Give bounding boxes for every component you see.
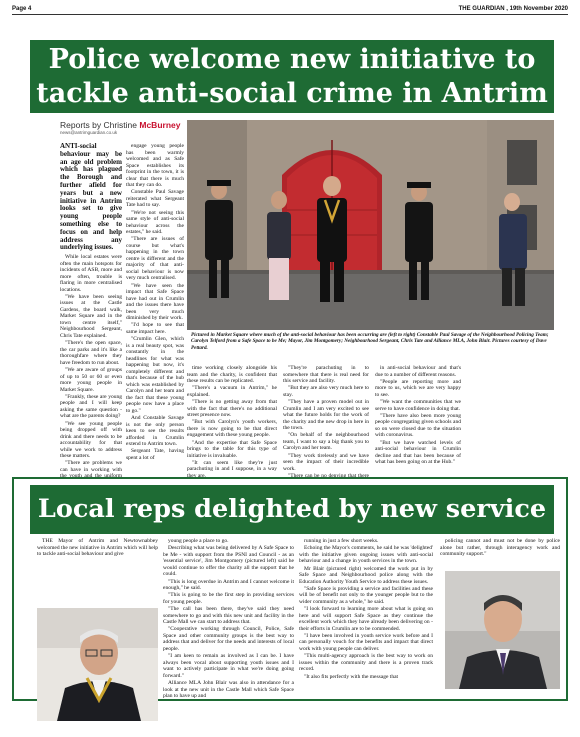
paragraph: time working closely alongside his team and the charity, is confident that these results can be replicated. <box>187 365 277 384</box>
photo-caption: Pictured in Market Square where much of the anti-social behaviour has been occurring are (left to right) Constable Paul Savage of the Neighbourhood Policing Team; Carolyn Telford from a Safe Space to be Me; Mayor, Jim Montgomery; Neighbourhood Sergeant, Chris Tate and Alliance MLA, John Blair. Pictures courtesy of Dave Pettard. <box>191 332 549 351</box>
article2-col1 <box>37 538 158 606</box>
paragraph: Echoing the Mayor's comments, he said he was 'delighted' with the initiative given ongoing issues with anti-social behaviour and a change in youth services in the town. <box>299 545 433 565</box>
paragraph: "They're parachuting in to somewhere that there is real need for this service and facility. <box>283 365 369 384</box>
mayor-photo <box>37 608 158 721</box>
paragraph: THE Mayor of Antrim and Newtownabbey welcomed the new initiative in Antrim which will help to tackle anti-social behaviour and give <box>37 538 158 557</box>
paragraph: "We are aware of groups of up to 50 or 60 or even more young people in Market Square. <box>60 367 122 393</box>
market-square-photo <box>187 120 554 330</box>
byline-prefix: Reports by Christine <box>60 120 140 130</box>
paragraph: "But they are also very much here to stay. <box>283 385 369 398</box>
article1-col1 <box>60 143 122 479</box>
page-header <box>12 3 568 15</box>
paragraph: "It can seem like they're just parachuting in and I suppose, in a way they are. <box>187 459 277 477</box>
paragraph: running in just a few short weeks. <box>304 538 379 544</box>
article2-col3 <box>299 538 433 702</box>
paragraph: "There are problems we can have in working with the youth and the uniform <box>60 460 122 479</box>
lead-paragraph: ANTI-social behaviour may be an age old problem which has plagued the Borough and further afield for years but a new initiative in Antrim looks set to give young people something else to focus on and help address any underlying issues. <box>60 143 122 252</box>
article1-col2 <box>126 143 184 479</box>
paragraph: "There is no getting away from that with the fact that there's no additional street presence now. <box>187 399 277 419</box>
paragraph: "We have seen the impact that Safe Space have had out in Crumlin and the issues there have been very much diminished by their work. <box>126 282 184 322</box>
headline-article-1: Police welcome new initiative to tackle anti-social crime in Antrim <box>30 40 554 113</box>
masthead: THE GUARDIAN , 19th November 2020 <box>458 5 568 12</box>
paragraph: "And the expertise that Safe Space brings to the table for this type of initiative is invaluable. <box>187 439 277 459</box>
article2-col2 <box>163 538 294 702</box>
paragraph: "Crumlin Glen, which is a real beauty spot, was constantly in the headlines for what was happening but now, it's completely different and that's because of the hub which was established by Carolyn and her team and the fact that these young people now have a place to go." <box>126 336 184 414</box>
paragraph: "Frankly, these are young people and I will keep asking the same question - what are the parents doing? <box>60 393 122 420</box>
paragraph: Constable Paul Savage reiterated what Sergeant Tate had to say. <box>126 189 184 209</box>
paragraph: "I have been involved in youth service work before and I can personally vouch for the benefits and impact that direct work with young people can deliver. <box>299 632 433 652</box>
paragraph: And Constable Savage is not the only person keen to see the results afforded in Crumlin extend to Antrim town. <box>126 415 184 448</box>
paragraph: young people a place to go. <box>168 538 229 544</box>
mla-photo <box>445 571 560 689</box>
paragraph: Sergeant Tate, having spent a lot of <box>126 448 184 461</box>
paragraph: "They work tirelessly and we have seen the impact of their incredible work. <box>283 452 369 472</box>
paragraph: "On behalf of the neighbourhood team, I want to say a big thank you to Carolyn and her team. <box>283 432 369 452</box>
paragraph: "It also fits perfectly with the message that <box>304 673 399 680</box>
paragraph: "I look forward to learning more about what is going on here and will support Safe Space as they continue the excellent work which they have already been delivering on - their efforts in Crumlin are to be commended. <box>299 606 433 632</box>
page-number: Page 4 <box>12 5 32 12</box>
paragraph: "There's the open space, the car parks and it's like a thoroughfare where they have freedom to run about. <box>60 340 122 366</box>
paragraph: "This multi-agency approach is the best way to work on issues within the community and there is a proven track record. <box>299 653 433 673</box>
paragraph: "People are reporting more and more to us, which we are very happy to see. <box>375 378 461 398</box>
mayor-portrait <box>37 608 158 721</box>
paragraph: "But we have watched levels of anti-social behaviour in Crumlin decline and that has been because of what has been going on at the Hub." <box>375 439 461 466</box>
byline-surname: McBurney <box>139 120 181 130</box>
byline-email: news@antrimguardian.co.uk <box>60 130 118 135</box>
paragraph: "Safe Space is providing a service and facilities and these will be of benefit not only to the younger people but to the wider community as a whole," he said. <box>299 585 433 605</box>
paragraph: "We have been seeing issues at the Castle Gardens, the board walk, Market Square and in the town centre itself," Neighbourhood Sergeant, Chris Tate explained. <box>60 293 122 339</box>
paragraph: "This is long overdue in Antrim and I cannot welcome it enough," he said. <box>163 578 294 592</box>
paragraph: "The call has been there, they've said they need somewhere to go and with this new unit and facility in the Castle Mall we can start to address that. <box>163 606 294 626</box>
paragraph: "They have a proven model out in Crumlin and I am very excited to see what the future holds for the work of the charity and the new drop in here in the town. <box>283 399 369 432</box>
article1-col5 <box>375 365 461 477</box>
paragraph: "I am keen to remain as involved as I can be. I have always been vocal about supporting youth issues and I want to actively participate in what we're doing going forward." <box>163 653 294 679</box>
headline-article-2: Local reps delighted by new service <box>30 485 554 534</box>
paragraph: engage young people has been warmly welcomed and as Safe Space establishes its footprint in the town, it is clear that there is much that they can do. <box>126 143 184 188</box>
article2-col4 <box>440 538 560 568</box>
paragraph: "This is going to be the first step in providing services for young people. <box>163 592 294 605</box>
paragraph: Alliance MLA John Blair was also in attendance for a look at the new unit in the Castle Mall which Safe Space plan to have up and <box>163 680 294 700</box>
paragraph: Mr Blair (pictured right) welcomed the work put in by Safe Space and Neighbourhood police along with the Education Authority Youth Service to address these issues. <box>299 565 433 585</box>
paragraph: While local estates were often the main hotspots for incidents of ASB, more and more often, trouble is flaring in more centralised locations. <box>60 254 122 293</box>
mla-portrait <box>445 571 560 689</box>
main-photo <box>187 120 554 330</box>
paragraph: "There's a vacuum in Antrim," he explained. <box>187 385 277 398</box>
paragraph: in anti-social behaviour and that's due to a number of different reasons. <box>375 365 461 378</box>
paragraph: "I'd hope to see that same impact here. <box>126 322 184 335</box>
article1-col3 <box>187 365 277 477</box>
article1-col4 <box>283 365 369 477</box>
paragraph: "Cooperative working through Council, Police, Safe Space and other community groups is the best way to address that and deliver for the needs and interests of local people. <box>163 626 294 652</box>
paragraph: "There have also been more young people congregating given schools and so on were closed due to the situation with coronavirus. <box>375 412 461 439</box>
paragraph: Describing what was being delivered by A Safe Space to be Me - with support from the PSNI and Council - as an 'essential service', Jim Montgomery (pictured left) said he would continue to offer the charity all the support that he could. <box>163 545 294 578</box>
paragraph: "There are issues of course but what's happening in the town centre is different and the majority of that anti-social behaviour is now very much centralised. <box>126 236 184 282</box>
paragraph: "But with Carolyn's youth workers, there is now going to be that direct engagement with these young people. <box>187 419 277 439</box>
paragraph: "We want the communities that we serve to have confidence in doing that. <box>375 399 461 412</box>
paragraph: "There can be no denying that there <box>288 472 369 477</box>
paragraph: "We see young people being dropped off with drink and there needs to be accountability for that while we work to address these matters. <box>60 420 122 460</box>
paragraph: "We're not seeing this same style of anti-social behaviour across the estates," he said. <box>126 209 184 236</box>
paragraph: policing cannot and must not be done by police alone but rather, through interagency work and community support." <box>440 538 560 557</box>
